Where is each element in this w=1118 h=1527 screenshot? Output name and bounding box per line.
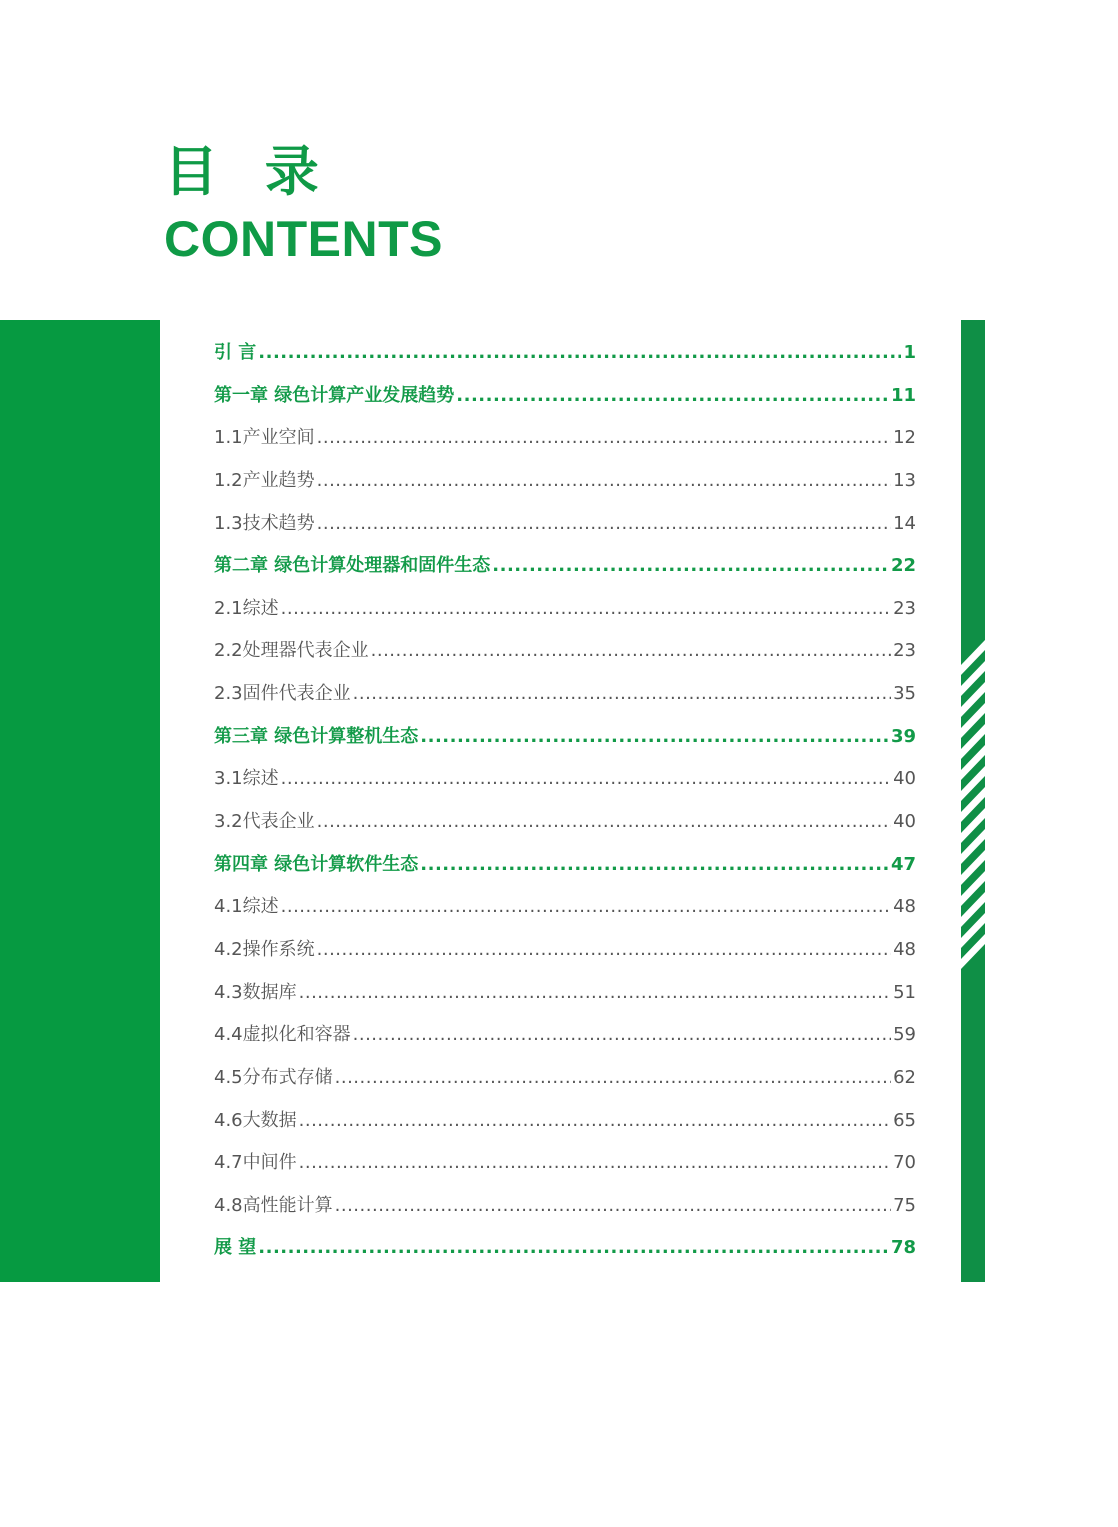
- toc-entry-page-number: 51: [893, 981, 916, 1003]
- toc-entry-title: 第三章 绿色计算整机生态: [214, 725, 419, 747]
- right-green-stripe-band: [961, 320, 985, 1282]
- toc-entry-title: 1.1产业空间: [214, 427, 315, 449]
- toc-entry-page-number: 70: [893, 1152, 916, 1174]
- toc-entry-page-number: 11: [890, 384, 916, 406]
- toc-entry-page-number: 23: [893, 597, 916, 619]
- toc-chapter-entry[interactable]: [214, 844, 916, 887]
- toc-entry-page-number: 62: [893, 1066, 916, 1088]
- toc-entry-title: 2.1综述: [214, 597, 279, 619]
- toc-entry-page-number: 75: [893, 1194, 916, 1216]
- toc-dot-leader: [258, 1227, 889, 1270]
- toc-entry-page-number: 48: [893, 896, 916, 918]
- toc-dot-leader: [317, 460, 891, 503]
- toc-dot-leader: [299, 972, 891, 1015]
- toc-section-entry[interactable]: [214, 1057, 916, 1100]
- toc-section-entry[interactable]: [214, 460, 916, 503]
- toc-section-entry[interactable]: [214, 758, 916, 801]
- toc-entry-page-number: 40: [893, 811, 916, 833]
- toc-section-entry[interactable]: [214, 417, 916, 460]
- toc-section-entry[interactable]: [214, 801, 916, 844]
- toc-entry-page-number: 59: [893, 1024, 916, 1046]
- toc-section-entry[interactable]: [214, 1185, 916, 1228]
- toc-entry-page-number: 65: [893, 1109, 916, 1131]
- toc-section-entry[interactable]: [214, 673, 916, 716]
- toc-dot-leader: [281, 886, 891, 929]
- toc-chapter-entry[interactable]: [214, 332, 916, 375]
- toc-entry-page-number: 40: [893, 768, 916, 790]
- toc-entry-title: 2.2处理器代表企业: [214, 640, 369, 662]
- toc-chapter-entry[interactable]: [214, 716, 916, 759]
- toc-entry-title: 3.2代表企业: [214, 811, 315, 833]
- toc-entry-title: 展 望: [214, 1237, 257, 1259]
- toc-entry-page-number: 39: [890, 725, 916, 747]
- toc-section-entry[interactable]: [214, 630, 916, 673]
- toc-dot-leader: [317, 801, 891, 844]
- toc-entry-page-number: 1: [903, 342, 916, 363]
- toc-dot-leader: [281, 758, 891, 801]
- left-green-band: [0, 320, 160, 1282]
- toc-entry-title: 4.7中间件: [214, 1152, 297, 1174]
- toc-entry-page-number: 47: [890, 853, 916, 875]
- toc-entry-title: 第四章 绿色计算软件生态: [214, 853, 419, 875]
- toc-dot-leader: [335, 1057, 891, 1100]
- diagonal-stripes-decoration: [961, 320, 985, 1282]
- toc-chapter-entry[interactable]: [214, 375, 916, 418]
- toc-entry-page-number: 48: [893, 938, 916, 960]
- toc-section-entry[interactable]: [214, 503, 916, 546]
- toc-entry-page-number: 23: [893, 640, 916, 662]
- toc-dot-leader: [456, 375, 889, 418]
- table-of-contents: [214, 332, 916, 1270]
- toc-section-entry[interactable]: [214, 972, 916, 1015]
- toc-entry-title: 1.2产业趋势: [214, 469, 315, 491]
- toc-entry-title: 第二章 绿色计算处理器和固件生态: [214, 555, 491, 577]
- toc-entry-page-number: 78: [890, 1237, 916, 1259]
- toc-entry-page-number: 12: [893, 427, 916, 449]
- toc-dot-leader: [335, 1185, 891, 1228]
- toc-dot-leader: [353, 673, 891, 716]
- toc-dot-leader: [371, 630, 891, 673]
- toc-entry-title: 4.4虚拟化和容器: [214, 1024, 351, 1046]
- toc-entry-page-number: 13: [893, 469, 916, 491]
- toc-dot-leader: [420, 716, 889, 759]
- toc-section-entry[interactable]: [214, 929, 916, 972]
- toc-dot-leader: [281, 588, 891, 631]
- toc-entry-title: 3.1综述: [214, 768, 279, 790]
- toc-section-entry[interactable]: [214, 1014, 916, 1057]
- page-title-cn: 目 录: [164, 140, 333, 203]
- toc-entry-title: 4.3数据库: [214, 981, 297, 1003]
- toc-dot-leader: [317, 929, 891, 972]
- toc-chapter-entry[interactable]: [214, 1227, 916, 1270]
- toc-entry-title: 4.2操作系统: [214, 938, 315, 960]
- toc-entry-page-number: 22: [890, 555, 916, 577]
- toc-entry-title: 4.6大数据: [214, 1109, 297, 1131]
- toc-section-entry[interactable]: [214, 1142, 916, 1185]
- toc-section-entry[interactable]: [214, 886, 916, 929]
- toc-chapter-entry[interactable]: [214, 545, 916, 588]
- toc-dot-leader: [353, 1014, 891, 1057]
- toc-dot-leader: [299, 1142, 891, 1185]
- toc-entry-title: 4.5分布式存储: [214, 1066, 333, 1088]
- toc-entry-title: 第一章 绿色计算产业发展趋势: [214, 384, 455, 406]
- toc-dot-leader: [317, 503, 891, 546]
- toc-entry-title: 引 言: [214, 342, 257, 363]
- toc-entry-title: 1.3技术趋势: [214, 512, 315, 534]
- toc-dot-leader: [299, 1100, 891, 1143]
- toc-section-entry[interactable]: [214, 1100, 916, 1143]
- page-title-en: CONTENTS: [164, 211, 443, 267]
- toc-dot-leader: [492, 545, 889, 588]
- toc-section-entry[interactable]: [214, 588, 916, 631]
- toc-entry-title: 4.8高性能计算: [214, 1194, 333, 1216]
- toc-entry-title: 4.1综述: [214, 896, 279, 918]
- toc-entry-title: 2.3固件代表企业: [214, 683, 351, 705]
- toc-entry-page-number: 35: [893, 683, 916, 705]
- toc-dot-leader: [258, 332, 901, 375]
- toc-entry-page-number: 14: [893, 512, 916, 534]
- toc-dot-leader: [420, 844, 889, 887]
- toc-dot-leader: [317, 417, 891, 460]
